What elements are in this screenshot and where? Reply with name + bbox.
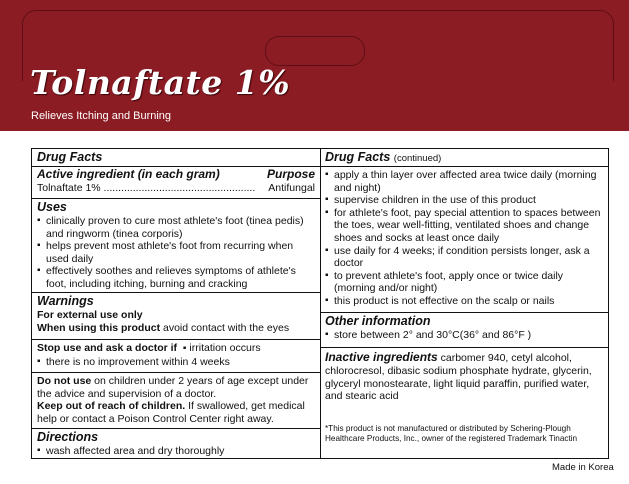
uses-section (32, 198, 320, 291)
stop-use-label: Stop use and ask a doctor if (37, 342, 178, 354)
active-ingredient-line: Tolnaftate 1% .................................................... (37, 182, 256, 194)
directions-list (37, 445, 315, 458)
warnings-heading: Warnings (37, 294, 94, 308)
inactive-ingredients-text (325, 350, 603, 403)
drug-facts-left-column (32, 149, 321, 458)
inactive-ingredients-section (320, 347, 608, 459)
trademark-disclaimer: *This product is not manufactured or distributed by Schering-Plough Healthcare Products, Inc., owner of the registered Trademark Tinactin (325, 424, 578, 443)
inactive-ingredients-heading: Inactive ingredients (325, 350, 438, 364)
directions-heading: Directions (37, 430, 99, 444)
purpose-heading: Purpose (266, 167, 315, 181)
keep-out-label: Keep out of reach of children. (37, 400, 186, 413)
other-information-section (320, 312, 608, 346)
other-information-heading: Other information (325, 314, 431, 328)
inactive-ingredients-list: carbomer 940, cetyl alcohol, chlorocresol, dibasic sodium phosphate hydrate, glycerin, glyceryl monostearate, light liquid paraffin, purified water, and stearic acid (325, 352, 592, 403)
continued-label: (continued) (393, 153, 442, 164)
list-item: ▪ wash affected area and dry thoroughly (37, 445, 315, 458)
stop-use-line (37, 342, 315, 356)
uses-list (37, 215, 315, 291)
keep-out-text (37, 400, 315, 425)
continued-heading-section (320, 149, 608, 166)
drug-facts-heading-section (32, 149, 320, 166)
product-title: Tolnaftate 1% (30, 63, 291, 102)
list-item: ▪ clinically proven to cure most athlete's foot (tinea pedis) and ringworm (tinea corporis) (37, 215, 315, 240)
drug-facts-right-column (320, 149, 608, 458)
stop-use-list (37, 356, 315, 369)
drug-facts-panel (31, 148, 609, 459)
list-item: ▪ to prevent athlete's foot, apply once or twice daily (morning and/or night) (325, 270, 603, 295)
list-item: ▪ helps prevent most athlete's foot from recurring when used daily (37, 240, 315, 265)
active-ingredient-section (32, 166, 320, 198)
list-item: ▪ for athlete's foot, pay special attention to spaces between the toes, wear well-fitting, ventilated shoes and change shoes and socks at least once daily (325, 207, 603, 245)
stop-use-first-item: ▪ irritation occurs (183, 342, 261, 354)
other-information-list (325, 329, 603, 342)
made-in-label: Made in Korea (552, 462, 614, 473)
list-item: ▪ supervise children in the use of this product (325, 194, 603, 207)
product-subtitle: Relieves Itching and Burning (31, 110, 172, 122)
purpose-value: Antifungal (268, 182, 315, 194)
directions-section (32, 428, 320, 459)
when-using-label: When using this product (37, 321, 161, 334)
list-item: ▪ apply a thin layer over affected area twice daily (morning and night) (325, 169, 603, 194)
list-item: ▪ this product is not effective on the scalp or nails (325, 295, 603, 308)
stop-use-section (32, 339, 320, 372)
list-item: ▪ effectively soothes and relieves symptoms of athlete's foot, including itching, burning and cracking (37, 265, 315, 290)
list-item: ▪ use daily for 4 weeks; if condition persists longer, ask a doctor (325, 245, 603, 270)
list-item: ▪ store between 2° and 30°C(36° and 86°F ) (325, 329, 603, 342)
continued-heading: Drug Facts (325, 150, 391, 164)
directions-continued-list (325, 169, 603, 308)
keep-out-body: If swallowed, get medical help or contact a Poison Control Center right away. (37, 400, 305, 425)
hang-hole (265, 36, 365, 66)
continued-heading-line (325, 149, 603, 166)
header-banner (0, 0, 629, 131)
external-use-text: For external use only (37, 309, 143, 321)
do-not-use-label: Do not use (37, 375, 92, 387)
do-not-use-body: on children under 2 years of age except under the advice and supervision of a doctor. (37, 375, 309, 400)
warnings-section (32, 292, 320, 338)
when-using-line (37, 322, 315, 335)
active-ingredient-heading: Active ingredient (in each gram) (37, 167, 220, 181)
uses-heading: Uses (37, 200, 67, 214)
do-not-use-section (32, 372, 320, 428)
list-item: ▪ there is no improvement within 4 weeks (37, 356, 315, 369)
do-not-use-text (37, 375, 315, 400)
when-using-text: avoid contact with the eyes (160, 321, 290, 334)
drug-facts-heading: Drug Facts (37, 150, 103, 164)
directions-continued-section (320, 166, 608, 312)
